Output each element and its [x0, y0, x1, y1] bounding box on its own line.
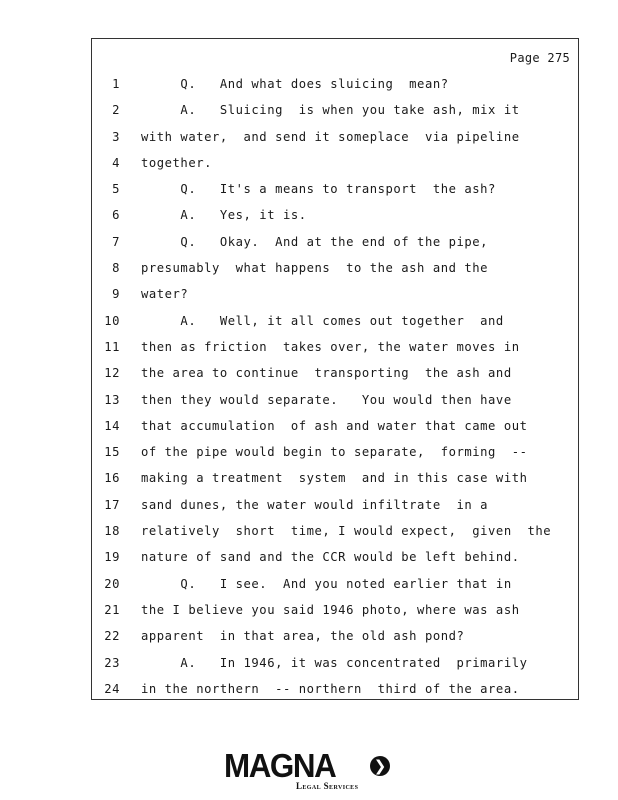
line-text: nature of sand and the CCR would be left behind.: [141, 550, 520, 565]
transcript-line: [92, 676, 578, 702]
transcript-line: [92, 308, 578, 334]
transcript-page: [91, 38, 579, 700]
transcript-line: [92, 465, 578, 491]
line-number: 14: [104, 418, 120, 433]
transcript-line: [92, 571, 578, 597]
line-number: 5: [112, 182, 120, 197]
transcript-line: [92, 597, 578, 623]
page-number: Page 275: [509, 51, 570, 65]
line-number: 24: [104, 681, 120, 696]
transcript-line: [92, 544, 578, 570]
line-text: Q. It's a means to transport the ash?: [141, 182, 496, 197]
line-number: 20: [104, 576, 120, 591]
line-text: of the pipe would begin to separate, forming --: [141, 445, 528, 460]
line-number: 10: [104, 313, 120, 328]
arrow-icon: ❯: [370, 756, 390, 776]
line-text: A. Yes, it is.: [141, 208, 307, 223]
transcript-line: [92, 71, 578, 97]
line-text: the I believe you said 1946 photo, where was ash: [141, 602, 520, 617]
line-number: 22: [104, 629, 120, 644]
transcript-lines: [92, 71, 578, 702]
line-number: 2: [112, 103, 120, 118]
line-text: Q. I see. And you noted earlier that in: [141, 576, 512, 591]
line-text: then they would separate. You would then have: [141, 392, 512, 407]
transcript-line: [92, 623, 578, 649]
line-number: 21: [104, 602, 120, 617]
line-text: A. Sluicing is when you take ash, mix it: [141, 103, 520, 118]
transcript-line: [92, 97, 578, 123]
line-number: 9: [112, 287, 120, 302]
logo-wordmark: MAGNA: [224, 747, 336, 784]
logo-tagline: Legal Services: [296, 781, 359, 791]
line-text: apparent in that area, the old ash pond?: [141, 629, 465, 644]
transcript-line: [92, 334, 578, 360]
line-number: 15: [104, 445, 120, 460]
line-text: then as friction takes over, the water moves in: [141, 339, 520, 354]
line-text: A. Well, it all comes out together and: [141, 313, 504, 328]
line-number: 11: [104, 339, 120, 354]
line-text: that accumulation of ash and water that came out: [141, 418, 528, 433]
line-text: A. In 1946, it was concentrated primarily: [141, 655, 528, 670]
magna-logo: [224, 748, 394, 792]
line-number: 4: [112, 155, 120, 170]
line-number: 17: [104, 497, 120, 512]
line-text: Q. And what does sluicing mean?: [141, 77, 449, 91]
line-text: in the northern -- northern third of the area.: [141, 681, 520, 696]
line-number: 8: [112, 261, 120, 276]
line-text: Q. Okay. And at the end of the pipe,: [141, 234, 489, 249]
line-number: 7: [112, 234, 120, 249]
transcript-line: [92, 281, 578, 307]
line-text: sand dunes, the water would infiltrate in a: [141, 497, 489, 512]
transcript-line: [92, 176, 578, 202]
line-text: the area to continue transporting the ash and: [141, 366, 512, 381]
line-number: 6: [112, 208, 120, 223]
transcript-line: [92, 124, 578, 150]
line-text: making a treatment system and in this case with: [141, 471, 528, 486]
line-number: 13: [104, 392, 120, 407]
transcript-line: [92, 413, 578, 439]
line-text: with water, and send it someplace via pipeline: [141, 129, 520, 144]
line-number: 23: [104, 655, 120, 670]
line-number: 19: [104, 550, 120, 565]
line-text: water?: [141, 287, 189, 302]
line-number: 18: [104, 524, 120, 539]
line-number: 12: [104, 366, 120, 381]
transcript-line: [92, 150, 578, 176]
line-number: 16: [104, 471, 120, 486]
transcript-line: [92, 439, 578, 465]
transcript-line: [92, 518, 578, 544]
transcript-line: [92, 229, 578, 255]
transcript-line: [92, 360, 578, 386]
line-text: presumably what happens to the ash and the: [141, 261, 489, 276]
transcript-line: [92, 650, 578, 676]
transcript-line: [92, 492, 578, 518]
transcript-line: [92, 387, 578, 413]
line-text: together.: [141, 155, 212, 170]
transcript-line: [92, 255, 578, 281]
line-text: relatively short time, I would expect, given the: [141, 524, 552, 539]
line-number: 1: [112, 77, 120, 91]
transcript-line: [92, 202, 578, 228]
line-number: 3: [112, 129, 120, 144]
